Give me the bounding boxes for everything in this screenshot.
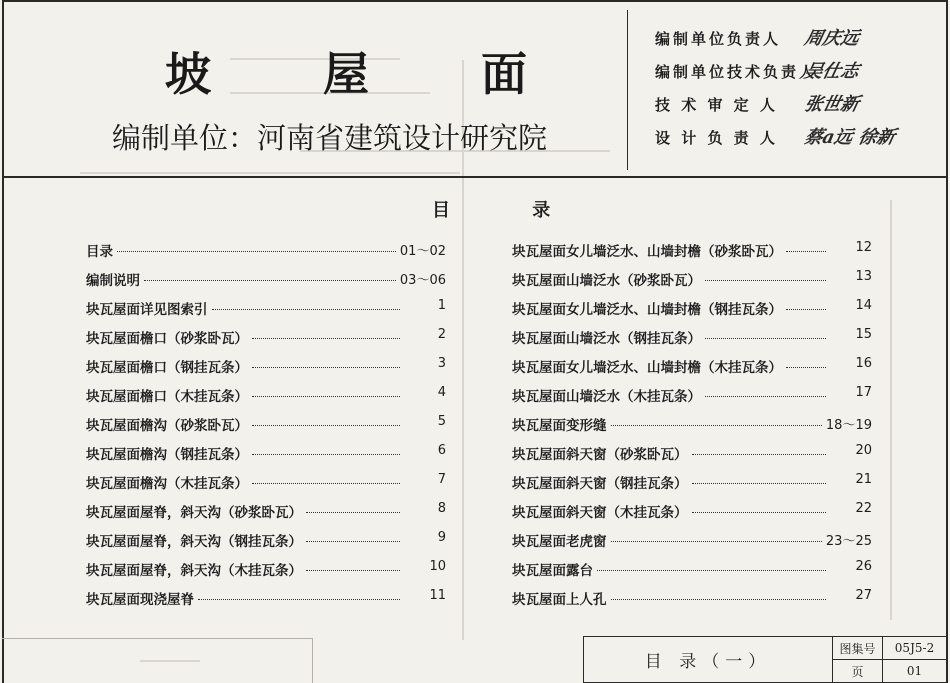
toc-leader-dots <box>705 269 826 281</box>
toc-entry-page: 27 <box>855 588 872 603</box>
toc-entry <box>512 414 872 443</box>
toc-entry-title: 编制说明 <box>86 273 140 289</box>
signature-divider <box>627 10 628 170</box>
toc-entry <box>86 356 446 385</box>
toc-entry <box>512 298 872 327</box>
toc-entry-title: 块瓦屋面檐沟（木挂瓦条） <box>86 476 248 492</box>
toc-leader-dots <box>212 298 401 310</box>
toc-entry-page: 1 <box>437 298 446 313</box>
toc-entry-page: 13 <box>855 269 872 284</box>
toc-entry <box>86 472 446 501</box>
show-through-line <box>890 200 892 620</box>
toc-leader-dots <box>144 269 396 281</box>
toc-entry-page: 17 <box>855 385 872 400</box>
toc-entry-title: 块瓦屋面屋脊，斜天沟（砂浆卧瓦） <box>86 505 302 521</box>
handwritten-signature: 吴仕志 <box>802 61 861 82</box>
toc-entry-title: 块瓦屋面山墙泛水（木挂瓦条） <box>512 389 701 405</box>
toc-entry-page: 14 <box>855 298 872 313</box>
toc-entry <box>86 530 446 559</box>
toc-entry-title: 块瓦屋面檐沟（钢挂瓦条） <box>86 447 248 463</box>
toc-entry <box>512 240 872 269</box>
toc-leader-dots <box>306 530 400 542</box>
toc-entry-page: 16 <box>855 356 872 371</box>
toc-entry-page: 21 <box>855 472 872 487</box>
toc-leader-dots <box>306 559 400 571</box>
toc-entry-page: 11 <box>429 588 446 603</box>
show-through-line <box>140 660 200 662</box>
signature-block <box>655 28 940 160</box>
handwritten-signature: 张世新 <box>802 94 861 115</box>
toc-entry-page: 8 <box>437 501 446 516</box>
toc-entry-page: 7 <box>437 472 446 487</box>
toc-entry-page: 10 <box>429 559 446 574</box>
toc-entry <box>512 356 872 385</box>
toc-entry <box>512 385 872 414</box>
toc-leader-dots <box>611 530 822 542</box>
toc-entry-title: 块瓦屋面现浇屋脊 <box>86 592 194 608</box>
toc-entry-page: 3 <box>437 356 446 371</box>
frame-left-border <box>2 0 4 683</box>
toc-entry-title: 块瓦屋面山墙泛水（砂浆卧瓦） <box>512 273 701 289</box>
toc-entry-page: 03～06 <box>399 273 446 288</box>
toc-entry-page: 15 <box>855 327 872 342</box>
toc-leader-dots <box>252 327 400 339</box>
atlas-label-cell <box>832 636 883 660</box>
signature-row <box>655 28 940 61</box>
toc-entry-title: 目录 <box>86 244 113 260</box>
toc-leader-dots <box>705 327 826 339</box>
atlas-label: 图集号 <box>839 641 876 656</box>
toc-entry-title: 块瓦屋面檐口（钢挂瓦条） <box>86 360 248 376</box>
document-title: 坡 屋 面 <box>165 47 576 101</box>
toc-leader-dots <box>786 356 826 368</box>
toc-entry-page: 5 <box>437 414 446 429</box>
toc-leader-dots <box>198 588 400 600</box>
toc-entry-title: 块瓦屋面变形缝 <box>512 418 607 434</box>
toc-entry-title: 块瓦屋面露台 <box>512 563 593 579</box>
toc-entry-title: 块瓦屋面斜天窗（砂浆卧瓦） <box>512 447 688 463</box>
toc-leader-dots <box>705 385 826 397</box>
toc-entry-page: 26 <box>855 559 872 574</box>
toc-entry-title: 块瓦屋面屋脊，斜天沟（钢挂瓦条） <box>86 534 302 550</box>
toc-entry <box>86 385 446 414</box>
toc-entry-page: 18～19 <box>825 418 872 433</box>
atlas-number: 05J5-2 <box>894 641 935 655</box>
toc-entry-page: 6 <box>437 443 446 458</box>
toc-entry <box>512 472 872 501</box>
toc-entry-page: 12 <box>855 240 872 255</box>
toc-entry <box>86 327 446 356</box>
toc-entry-title: 块瓦屋面女儿墙泛水、山墙封檐（木挂瓦条） <box>512 360 782 376</box>
toc-leader-dots <box>252 385 400 397</box>
page-number: 01 <box>906 664 923 678</box>
toc-entry <box>86 501 446 530</box>
toc-entry-title: 块瓦屋面女儿墙泛水、山墙封檐（砂浆卧瓦） <box>512 244 782 260</box>
toc-entry-page: 23～25 <box>825 534 872 549</box>
toc-entry-title: 块瓦屋面老虎窗 <box>512 534 607 550</box>
toc-entry-page: 2 <box>437 327 446 342</box>
signature-row <box>655 61 940 94</box>
signature-label: 技 术 审 定 人 <box>655 96 778 114</box>
toc-entry-page: 01～02 <box>399 244 446 259</box>
header-divider <box>2 176 948 178</box>
title-block-name-cell <box>583 636 833 683</box>
toc-entry <box>86 559 446 588</box>
toc-leader-dots <box>252 414 400 426</box>
atlas-number-cell <box>882 636 947 660</box>
handwritten-signature: 周庆远 <box>802 28 861 49</box>
signature-label: 设 计 负 责 人 <box>655 129 778 147</box>
toc-entry-title: 块瓦屋面斜天窗（木挂瓦条） <box>512 505 688 521</box>
handwritten-signature: 蔡a远 徐新 <box>802 127 897 148</box>
organization-line: 编制单位：河南省建筑设计研究院 <box>112 121 548 155</box>
page-label-cell <box>832 659 883 683</box>
toc-entry-page: 20 <box>855 443 872 458</box>
toc-entry-page: 9 <box>437 530 446 545</box>
toc-entry-page: 22 <box>855 501 872 516</box>
toc-leader-dots <box>611 414 822 426</box>
frame-right-border <box>946 0 948 683</box>
toc-leader-dots <box>786 298 826 310</box>
page-label: 页 <box>851 664 864 679</box>
toc-entry <box>86 240 446 269</box>
toc-leader-dots <box>306 501 400 513</box>
toc-entry-title: 块瓦屋面女儿墙泛水、山墙封檐（钢挂瓦条） <box>512 302 782 318</box>
toc-entry <box>512 530 872 559</box>
toc-entry <box>86 588 446 617</box>
title-block <box>583 636 947 683</box>
sheet-name: 目 录（一） <box>644 652 772 672</box>
faint-border <box>2 638 312 639</box>
toc-leader-dots <box>611 588 827 600</box>
frame-top-border <box>2 0 948 2</box>
toc-entry <box>512 559 872 588</box>
signature-row <box>655 127 940 160</box>
toc-leader-dots <box>597 559 826 571</box>
show-through-line <box>80 172 460 174</box>
toc-leader-dots <box>786 240 826 252</box>
toc-entry <box>512 588 872 617</box>
toc-heading: 目 录 <box>432 200 589 221</box>
toc-entry <box>86 414 446 443</box>
toc-leader-dots <box>252 472 400 484</box>
page-number-cell <box>882 659 947 683</box>
toc-entry-title: 块瓦屋面屋脊，斜天沟（木挂瓦条） <box>86 563 302 579</box>
toc-entry <box>86 298 446 327</box>
faint-border <box>312 638 313 683</box>
toc-entry <box>512 269 872 298</box>
toc-entry-title: 块瓦屋面檐口（木挂瓦条） <box>86 389 248 405</box>
toc-entry-title: 块瓦屋面斜天窗（钢挂瓦条） <box>512 476 688 492</box>
toc-leader-dots <box>692 501 827 513</box>
toc-right-column <box>512 240 872 617</box>
toc-entry-title: 块瓦屋面详见图索引 <box>86 302 208 318</box>
toc-leader-dots <box>252 356 400 368</box>
toc-left-column <box>86 240 446 617</box>
toc-entry-title: 块瓦屋面檐沟（砂浆卧瓦） <box>86 418 248 434</box>
toc-entry <box>512 327 872 356</box>
toc-entry <box>86 269 446 298</box>
toc-leader-dots <box>252 443 400 455</box>
toc-entry <box>512 443 872 472</box>
toc-entry-title: 块瓦屋面上人孔 <box>512 592 607 608</box>
toc-entry-title: 块瓦屋面檐口（砂浆卧瓦） <box>86 331 248 347</box>
toc-entry <box>512 501 872 530</box>
toc-entry <box>86 443 446 472</box>
toc-leader-dots <box>692 443 827 455</box>
toc-entry-page: 4 <box>437 385 446 400</box>
signature-label: 编制单位技术负责人 <box>655 63 818 81</box>
signature-label: 编制单位负责人 <box>655 30 782 48</box>
toc-entry-title: 块瓦屋面山墙泛水（钢挂瓦条） <box>512 331 701 347</box>
toc-leader-dots <box>692 472 827 484</box>
toc-leader-dots <box>117 240 396 252</box>
